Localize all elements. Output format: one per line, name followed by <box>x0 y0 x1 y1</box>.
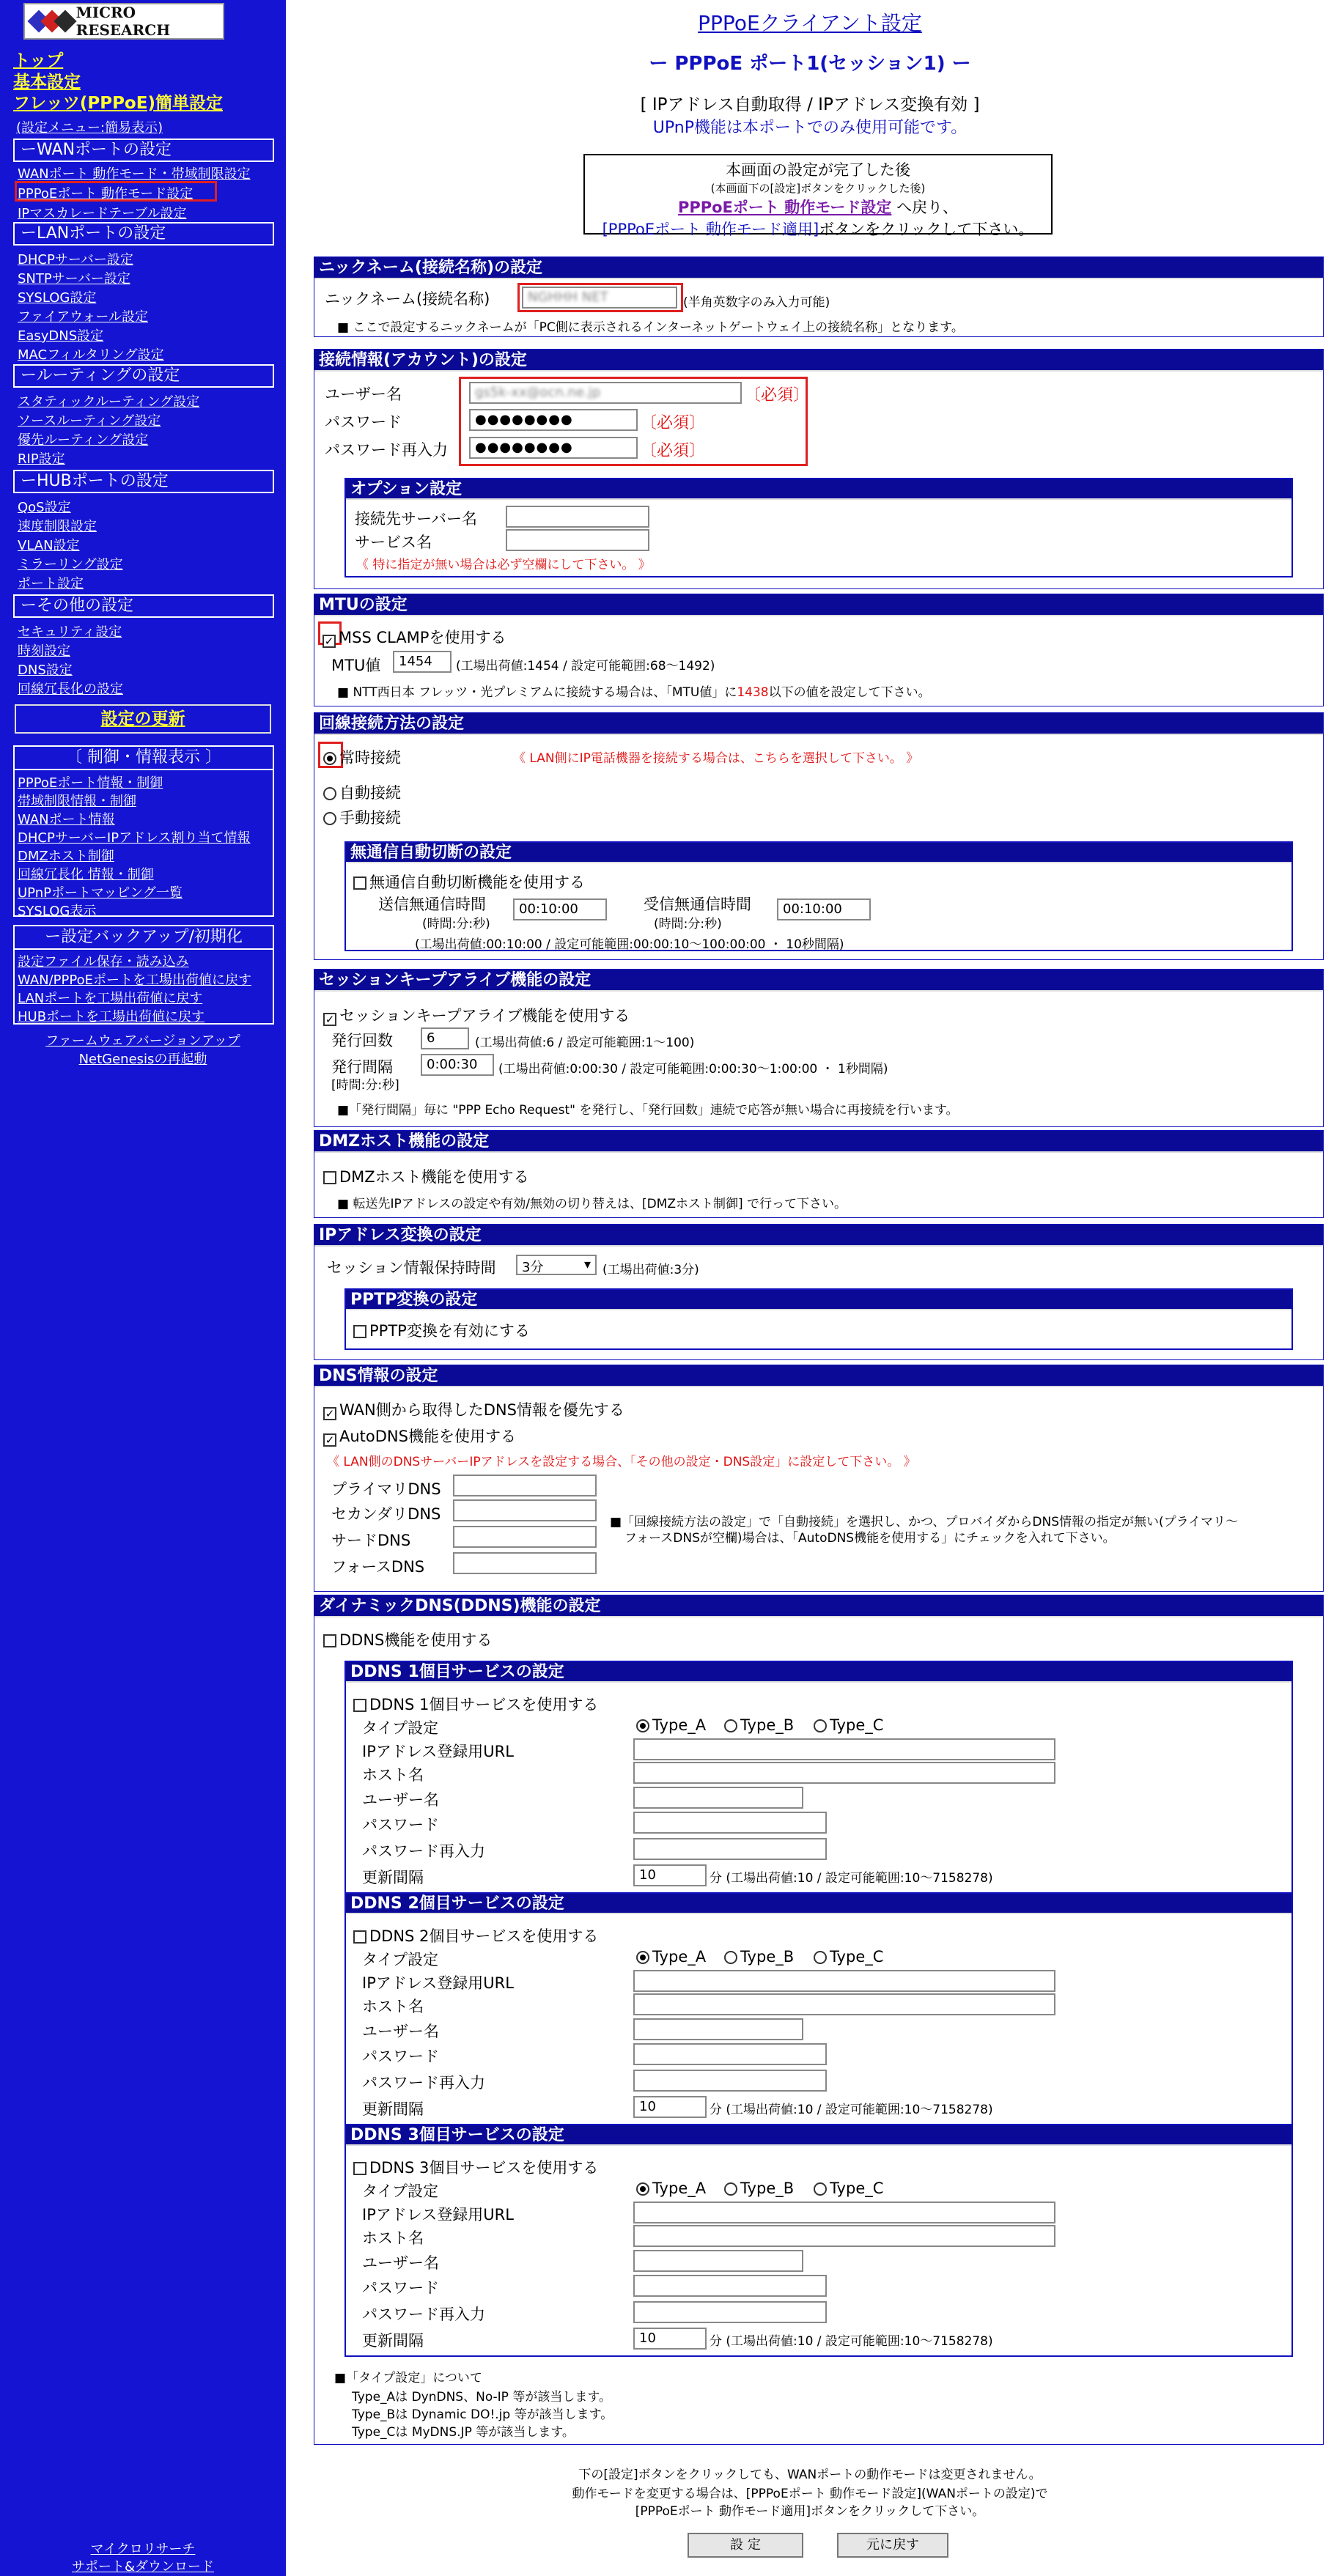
mtu-hint: (工場出荷値:1454 / 設定可能範囲:68〜1492) <box>456 659 715 673</box>
nat-section-title: IPアドレス変換の設定 <box>314 1225 1323 1247</box>
ddns3-type-c-radio[interactable] <box>814 2182 827 2196</box>
interval-label: 発行間隔 <box>331 1058 393 1076</box>
ddns2-url-label: IPアドレス登録用URL <box>362 1974 514 1992</box>
dns-red-note: 《 LAN側のDNSサーバーIPアドレスを設定する場合、「その他の設定・DNS設定」に設定して下さい。 》 <box>327 1455 916 1469</box>
ddns3-pass-input[interactable] <box>633 2275 827 2297</box>
ddns2-interval-label: 更新間隔 <box>362 2100 424 2118</box>
session-hold-value: 3分 <box>522 1260 544 1275</box>
count-hint: (工場出荷値:6 / 設定可能範囲:1〜100) <box>475 1036 695 1050</box>
nav-basic[interactable]: 基本設定 <box>13 73 81 92</box>
sidebar-item-wan-mode[interactable]: WANポート 動作モード・帯域制限設定 <box>18 166 251 182</box>
status-item-syslog[interactable]: SYSLOG表示 <box>18 904 97 919</box>
status-item-redundancy[interactable]: 回線冗長化 情報・制御 <box>18 867 154 882</box>
status-item-wan[interactable]: WANポート情報 <box>18 812 115 827</box>
secondary-dns-label: セカンダリDNS <box>331 1505 441 1523</box>
sidebar-group-lan: ーLANポートの設定 <box>13 222 274 246</box>
ddns2-pass2-input[interactable] <box>633 2070 827 2092</box>
mss-clamp-checkbox[interactable]: ✓ <box>323 635 336 648</box>
ddns2-url-input[interactable] <box>633 1970 1055 1992</box>
sidebar-group-wan: ーWANポートの設定 <box>13 139 274 162</box>
ddns3-host-label: ホスト名 <box>362 2229 424 2247</box>
sidebar-item-qos[interactable]: QoS設定 <box>18 500 71 515</box>
sidebar-item-speed-limit[interactable]: 速度制限設定 <box>18 519 97 534</box>
mtu-note-a: ■ NTT西日本 フレッツ・光プレミアムに接続する場合は、「MTU値」に <box>337 685 737 700</box>
recv-idle-label: 受信無通信時間 <box>644 896 751 913</box>
firmware-update-link[interactable]: ファームウェアバージョンアップ <box>45 1033 240 1049</box>
dmz-checkbox[interactable] <box>323 1171 336 1184</box>
sidebar-item-easydns[interactable]: EasyDNS設定 <box>18 328 104 344</box>
ddns2-user-label: ユーザー名 <box>362 2023 439 2040</box>
ddns1-host-label: ホスト名 <box>362 1766 424 1784</box>
ddns-service-2-title: DDNS 2個目サービスの設定 <box>346 1894 1291 1914</box>
username-required: 〔必須〕 <box>745 386 810 405</box>
service-name-input[interactable] <box>506 529 649 551</box>
ddns2-type-label: タイプ設定 <box>362 1951 438 1968</box>
ddns3-url-label: IPアドレス登録用URL <box>362 2206 514 2223</box>
nickname-input[interactable]: NGHHH NET <box>528 289 608 305</box>
ddns2-type-c-radio[interactable] <box>814 1951 827 1964</box>
recv-idle-input[interactable]: 00:10:00 <box>777 898 871 920</box>
sidebar <box>0 0 286 2576</box>
send-idle-label: 送信無通信時間 <box>378 896 486 913</box>
ddns2-checkbox[interactable] <box>353 1930 366 1944</box>
ddns-enable-label: DDNS機能を使用する <box>339 1631 493 1649</box>
idle-enable-label: 無通信自動切断機能を使用する <box>369 874 585 891</box>
backup-item-hub-reset[interactable]: HUBポートを工場出荷値に戻す <box>18 1009 205 1025</box>
fourth-dns-label: フォースDNS <box>331 1558 425 1576</box>
manual-label: 手動接続 <box>339 809 401 827</box>
ddns-service-3-title: DDNS 3個目サービスの設定 <box>346 2125 1291 2146</box>
ddns2-type-a-radio[interactable] <box>636 1951 649 1964</box>
session-hold-hint: (工場出荷値:3分) <box>602 1263 699 1277</box>
dns-side-note-2: フォースDNSが空欄)場合は、「AutoDNS機能を使用する」にチェックを入れて下さい。 <box>624 1531 1116 1546</box>
backup-item-wan-reset[interactable]: WAN/PPPoEポートを工場出荷値に戻す <box>18 973 251 988</box>
account-section-title: 接続情報(アカウント)の設定 <box>314 350 1323 372</box>
ddns1-type-a-radio[interactable] <box>636 1719 649 1732</box>
ddns2-interval-hint: 分 (工場出荷値:10 / 設定可能範囲:10〜7158278) <box>710 2103 993 2117</box>
page-subtitle: ー PPPoE ポート1(セッション1) ー <box>649 53 971 75</box>
backup-item-file[interactable]: 設定ファイル保存・読み込み <box>18 954 189 970</box>
sidebar-item-mirroring[interactable]: ミラーリング設定 <box>18 557 123 572</box>
logo-mark <box>31 7 70 35</box>
ddns3-type-b-label: Type_B <box>740 2180 795 2197</box>
connection-section-title: 回線接続方法の設定 <box>314 713 1323 735</box>
nickname-note: ■ ここで設定するニックネームが「PC側に表示されるインターネットゲートウェイ上の接続名称」となります。 <box>337 320 964 335</box>
dmz-section-title: DMZホスト機能の設定 <box>314 1131 1323 1153</box>
password-confirm-label: パスワード再入力 <box>325 441 448 459</box>
ddns1-pass2-label: パスワード再入力 <box>362 1842 485 1860</box>
ddns1-type-c-radio[interactable] <box>814 1719 827 1732</box>
send-idle-unit: (時間:分:秒) <box>422 917 490 931</box>
backup-item-lan-reset[interactable]: LANポートを工場出荷値に戻す <box>18 991 203 1006</box>
sidebar-item-ipmasq[interactable]: IPマスカレードテーブル設定 <box>18 206 187 221</box>
pptp-checkbox[interactable] <box>353 1325 366 1338</box>
ddns3-pass-label: パスワード <box>362 2279 439 2297</box>
session-hold-select[interactable] <box>516 1255 597 1275</box>
instruction-line-3: へ戻り、 <box>891 199 959 216</box>
micro-research-link[interactable]: マイクロリサーチ <box>90 2542 196 2557</box>
ddns3-host-input[interactable] <box>633 2225 1055 2247</box>
brand-logo[interactable] <box>23 3 224 40</box>
secondary-dns-input[interactable] <box>453 1499 597 1521</box>
sidebar-item-source-routing[interactable]: ソースルーティング設定 <box>18 413 161 429</box>
ddns1-url-label: IPアドレス登録用URL <box>362 1743 514 1760</box>
interval-unit: [時間:分:秒] <box>331 1078 399 1093</box>
pptp-subsection-title: PPTP変換の設定 <box>346 1290 1291 1310</box>
footer-note-1: 下の[設定]ボタンをクリックしても、WANポートの動作モードは変更されません。 <box>578 2468 1042 2482</box>
idle-subsection-title: 無通信自動切断の設定 <box>346 843 1291 863</box>
ddns2-type-b-label: Type_B <box>740 1948 795 1966</box>
server-name-label: 接続先サーバー名 <box>355 510 477 528</box>
ddns2-pass-label: パスワード <box>362 2048 439 2065</box>
interval-input[interactable]: 0:00:30 <box>421 1054 494 1076</box>
status-item-dhcp-lease[interactable]: DHCPサーバーIPアドレス割り当て情報 <box>18 830 251 846</box>
ddns2-type-a-label: Type_A <box>652 1948 707 1966</box>
nickname-label: ニックネーム(接続名称) <box>325 290 490 308</box>
ddns3-enable-label: DDNS 3個目サービスを使用する <box>369 2159 599 2177</box>
ddns1-type-b-label: Type_B <box>740 1716 795 1734</box>
ddns1-type-c-label: Type_C <box>830 1716 884 1734</box>
password-input[interactable]: ●●●●●●●● <box>469 409 638 431</box>
page-title: PPPoEクライアント設定 <box>698 11 922 35</box>
instruction-box <box>583 154 1053 238</box>
ddns-checkbox[interactable] <box>323 1634 336 1647</box>
sidebar-item-dhcp[interactable]: DHCPサーバー設定 <box>18 252 133 267</box>
ddns2-user-input[interactable] <box>633 2018 803 2040</box>
option-subsection-title: オプション設定 <box>346 479 1291 500</box>
support-download-link[interactable]: サポート&ダウンロード <box>71 2559 215 2575</box>
sidebar-group-other: ーその他の設定 <box>13 594 274 618</box>
sidebar-item-port[interactable]: ポート設定 <box>18 576 84 591</box>
ddns3-pass2-label: パスワード再入力 <box>362 2306 485 2323</box>
ddns2-type-b-radio[interactable] <box>724 1951 737 1964</box>
status-item-pppoe[interactable]: PPPoEポート情報・制御 <box>18 775 163 791</box>
dns-side-note-1: ■「回線接続方法の設定」で「自動接続」を選択し、かつ、プロバイダからDNS情報の指定が無い(プライマリ〜 <box>610 1515 1239 1529</box>
third-dns-input[interactable] <box>453 1526 597 1548</box>
password-confirm-input[interactable]: ●●●●●●●● <box>469 437 638 459</box>
ddns3-interval-input[interactable]: 10 <box>633 2328 707 2350</box>
sidebar-group-hub: ーHUBポートの設定 <box>13 470 274 493</box>
count-input[interactable]: 6 <box>421 1027 469 1049</box>
username-input[interactable]: gs5k-xx@ocn.ne.jp <box>475 385 601 400</box>
interval-hint: (工場出荷値:0:00:30 / 設定可能範囲:0:00:30〜1:00:00 ・ 1秒間隔) <box>498 1062 888 1077</box>
ddns1-pass-label: パスワード <box>362 1816 439 1834</box>
wan-dns-priority-label: WAN側から取得したDNS情報を優先する <box>339 1401 624 1419</box>
sidebar-item-syslog[interactable]: SYSLOG設定 <box>18 290 97 306</box>
chevron-down-icon: ▾ <box>583 1257 591 1272</box>
backup-box-title: ー設定バックアップ/初期化 <box>15 926 273 950</box>
apply-mode-ref: [PPPoEポート 動作モード適用] <box>602 221 819 238</box>
reset-button[interactable]: 元に戻す <box>837 2533 948 2558</box>
mtu-note-red: 1438 <box>737 685 769 700</box>
sidebar-item-sntp[interactable]: SNTPサーバー設定 <box>18 271 130 287</box>
nickname-hint: (半角英数字のみ入力可能) <box>683 295 830 310</box>
menu-toggle-link[interactable]: (設定メニュー:簡易表示) <box>16 120 163 136</box>
ddns3-user-input[interactable] <box>633 2250 803 2272</box>
ddns2-interval-input[interactable]: 10 <box>633 2096 707 2118</box>
pptp-enable-label: PPTP変換を有効にする <box>369 1322 530 1340</box>
nav-top[interactable]: トップ <box>13 51 64 70</box>
ddns1-type-a-label: Type_A <box>652 1716 707 1734</box>
status-item-upnp[interactable]: UPnPポートマッピング一覧 <box>18 885 183 901</box>
ddns3-type-label: タイプ設定 <box>362 2182 438 2200</box>
autodns-label: AutoDNS機能を使用する <box>339 1428 516 1445</box>
ddns3-interval-hint: 分 (工場出荷値:10 / 設定可能範囲:10〜7158278) <box>710 2334 993 2349</box>
sidebar-item-mac-filter[interactable]: MACフィルタリング設定 <box>18 347 164 363</box>
auto-radio[interactable] <box>323 787 336 800</box>
ddns1-pass2-input[interactable] <box>633 1838 827 1860</box>
ddns3-user-label: ユーザー名 <box>362 2254 439 2272</box>
manual-radio[interactable] <box>323 812 336 825</box>
sidebar-item-pppoe-mode[interactable]: PPPoEポート 動作モード設定 <box>18 186 194 202</box>
save-button[interactable]: 設 定 <box>688 2533 803 2558</box>
ddns-section-title: ダイナミックDNS(DDNS)機能の設定 <box>314 1595 1323 1617</box>
dns-section-title: DNS情報の設定 <box>314 1365 1323 1387</box>
ddns3-url-input[interactable] <box>633 2202 1055 2223</box>
ddns3-interval-label: 更新間隔 <box>362 2332 424 2350</box>
primary-dns-label: プライマリDNS <box>331 1480 441 1498</box>
sidebar-item-redundancy[interactable]: 回線冗長化の設定 <box>18 682 123 697</box>
reboot-link[interactable]: NetGenesisの再起動 <box>78 1052 207 1067</box>
ddns2-host-input[interactable] <box>633 1993 1055 2015</box>
ddns3-checkbox[interactable] <box>353 2162 366 2175</box>
recv-idle-unit: (時間:分:秒) <box>654 917 722 931</box>
keepalive-label: セッションキープアライブ機能を使用する <box>339 1007 630 1025</box>
server-name-input[interactable] <box>506 506 649 528</box>
fourth-dns-input[interactable] <box>453 1552 597 1574</box>
ddns3-type-a-radio[interactable] <box>636 2182 649 2196</box>
idle-note: (工場出荷値:00:10:00 / 設定可能範囲:00:00:10〜100:00:00 ・ 10秒間隔) <box>415 937 844 952</box>
sidebar-item-dns[interactable]: DNS設定 <box>18 663 73 678</box>
pppoe-mode-link[interactable]: PPPoEポート 動作モード設定 <box>677 199 892 216</box>
ddns1-interval-hint: 分 (工場出荷値:10 / 設定可能範囲:10〜7158278) <box>710 1871 993 1886</box>
footer-note-2: 動作モードを変更する場合は、[PPPoEポート 動作モード設定](WANポートの設定)で <box>572 2487 1048 2501</box>
sidebar-item-rip[interactable]: RIP設定 <box>18 451 65 467</box>
instruction-line-1: 本画面の設定が完了した後 <box>726 161 910 179</box>
ddns-service-1-title: DDNS 1個目サービスの設定 <box>346 1662 1291 1683</box>
password-label: パスワード <box>325 413 402 431</box>
service-name-label: サービス名 <box>355 534 432 551</box>
nickname-section-title: ニックネーム(接続名称)の設定 <box>314 257 1323 279</box>
ddns1-pass-input[interactable] <box>633 1812 827 1834</box>
sidebar-item-priority-routing[interactable]: 優先ルーティング設定 <box>18 432 149 448</box>
ddns2-pass2-label: パスワード再入力 <box>362 2074 485 2092</box>
password-required: 〔必須〕 <box>641 414 706 432</box>
ddns3-type-b-radio[interactable] <box>724 2182 737 2196</box>
ddns1-checkbox[interactable] <box>353 1699 366 1712</box>
option-note: 《 特に指定が無い場合は必ず空欄にして下さい。 》 <box>356 558 651 572</box>
ddns1-interval-input[interactable]: 10 <box>633 1864 707 1886</box>
keepalive-note: ■「発行間隔」毎に "PPP Echo Request" を発行し、「発行回数」連続で応答が無い場合に再接続を行います。 <box>337 1103 959 1118</box>
keepalive-section-title: セッションキープアライブ機能の設定 <box>314 970 1323 992</box>
send-idle-input[interactable]: 00:10:00 <box>513 898 607 920</box>
type-note-b: Type_Bは Dynamic DO!.jp 等が該当します。 <box>352 2407 613 2422</box>
upnp-info: UPnP機能は本ポートでのみ使用可能です。 <box>652 119 968 137</box>
brand-name: MICRO RESEARCH <box>75 4 171 39</box>
port-mode-info: [ IPアドレス自動取得 / IPアドレス変換有効 ] <box>640 95 980 114</box>
mtu-label: MTU値 <box>331 657 381 674</box>
count-label: 発行回数 <box>331 1032 393 1049</box>
sidebar-group-routing: ールーティングの設定 <box>13 364 274 388</box>
always-note: 《 LAN側にIP電話機器を接続する場合は、こちらを選択して下さい。 》 <box>513 751 919 766</box>
ddns1-user-label: ユーザー名 <box>362 1791 439 1809</box>
dmz-enable-label: DMZホスト機能を使用する <box>339 1168 529 1186</box>
third-dns-label: サードDNS <box>331 1532 411 1549</box>
status-box-title: 〔 制御・情報表示 〕 <box>15 747 273 770</box>
instruction-line-2: (本画面下の[設定]ボタンをクリックした後) <box>710 182 926 195</box>
ddns3-pass2-input[interactable] <box>633 2301 827 2323</box>
ddns2-pass-input[interactable] <box>633 2043 827 2065</box>
instruction-line-4: ボタンをクリックして下さい。 <box>819 221 1034 238</box>
autodns-checkbox[interactable]: ✓ <box>323 1433 336 1447</box>
type-note-c: Type_Cは MyDNS.JP 等が該当します。 <box>352 2425 575 2440</box>
footer-note-3: [PPPoEポート 動作モード適用]ボタンをクリックして下さい。 <box>635 2504 985 2519</box>
sidebar-item-security[interactable]: セキュリティ設定 <box>18 624 122 640</box>
mss-clamp-label: MSS CLAMPを使用する <box>339 629 506 646</box>
ddns2-enable-label: DDNS 2個目サービスを使用する <box>369 1927 599 1945</box>
dmz-note: ■ 転送先IPアドレスの設定や有効/無効の切り替えは、[DMZホスト制御] で行って下さい。 <box>337 1197 847 1211</box>
ddns1-user-input[interactable] <box>633 1787 803 1809</box>
ddns1-enable-label: DDNS 1個目サービスを使用する <box>369 1696 599 1713</box>
status-item-bandwidth[interactable]: 帯域制限情報・制御 <box>18 794 136 809</box>
password-confirm-required: 〔必須〕 <box>641 442 706 460</box>
sidebar-item-vlan[interactable]: VLAN設定 <box>18 538 80 553</box>
sidebar-item-firewall[interactable]: ファイアウォール設定 <box>18 309 149 325</box>
type-note-a: Type_Aは DynDNS、No-IP 等が該当します。 <box>352 2390 611 2405</box>
ddns1-url-input[interactable] <box>633 1738 1055 1760</box>
type-note-heading: ■「タイプ設定」について <box>334 2371 482 2385</box>
ddns1-interval-label: 更新間隔 <box>362 1869 424 1886</box>
primary-dns-input[interactable] <box>453 1475 597 1496</box>
always-radio[interactable] <box>323 752 336 765</box>
auto-label: 自動接続 <box>339 784 401 802</box>
wan-dns-priority-checkbox[interactable]: ✓ <box>323 1407 336 1420</box>
mtu-section-title: MTUの設定 <box>314 594 1323 616</box>
sidebar-item-time[interactable]: 時刻設定 <box>18 643 70 659</box>
mtu-input[interactable]: 1454 <box>393 651 452 673</box>
session-hold-label: セッション情報保持時間 <box>327 1259 496 1277</box>
status-item-dmz[interactable]: DMZホスト制御 <box>18 849 114 864</box>
sidebar-item-static-routing[interactable]: スタティックルーティング設定 <box>18 394 200 410</box>
ddns3-type-a-label: Type_A <box>652 2180 707 2197</box>
ddns2-type-c-label: Type_C <box>830 1948 884 1966</box>
ddns1-type-label: タイプ設定 <box>362 1719 438 1737</box>
ddns1-type-b-radio[interactable] <box>724 1719 737 1732</box>
ddns1-host-input[interactable] <box>633 1762 1055 1784</box>
always-label: 常時接続 <box>339 749 401 767</box>
keepalive-checkbox[interactable]: ✓ <box>323 1013 336 1026</box>
ddns3-type-c-label: Type_C <box>830 2180 884 2197</box>
update-settings-button[interactable]: 設定の更新 <box>15 704 271 734</box>
username-label: ユーザー名 <box>325 385 402 403</box>
ddns2-host-label: ホスト名 <box>362 1998 424 2015</box>
idle-checkbox[interactable] <box>353 876 366 890</box>
mtu-note-b: 以下の値を設定して下さい。 <box>768 685 931 700</box>
nav-flets-easy[interactable]: フレッツ(PPPoE)簡単設定 <box>13 94 223 113</box>
